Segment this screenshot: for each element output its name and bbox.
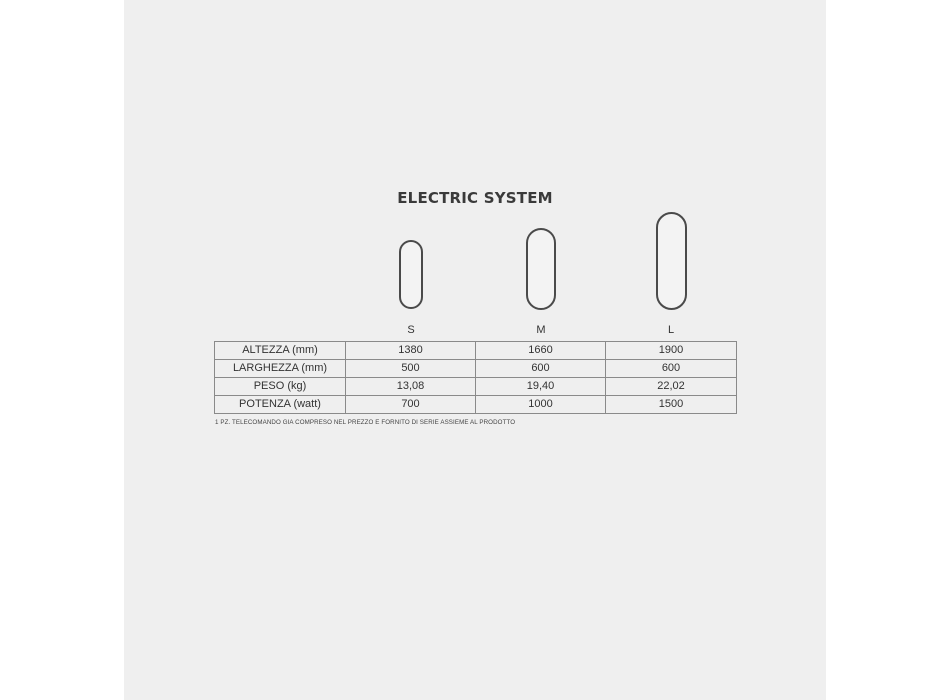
table-cell: 22,02 xyxy=(606,378,737,396)
table-cell: 19,40 xyxy=(476,378,606,396)
row-label: PESO (kg) xyxy=(215,378,346,396)
table-cell: 13,08 xyxy=(346,378,476,396)
table-cell: 600 xyxy=(606,360,737,378)
size-label-m: M xyxy=(536,324,546,336)
size-label-s: S xyxy=(407,324,415,336)
table-row xyxy=(215,396,737,414)
radiator-shape-s xyxy=(399,240,423,309)
radiator-shape-l xyxy=(656,212,687,310)
page-title: ELECTRIC SYSTEM xyxy=(397,189,553,207)
table-row xyxy=(215,360,737,378)
table-cell: 1500 xyxy=(606,396,737,414)
row-label: LARGHEZZA (mm) xyxy=(215,360,346,378)
table-cell: 1660 xyxy=(476,342,606,360)
size-label-l: L xyxy=(667,324,675,336)
table-cell: 1900 xyxy=(606,342,737,360)
row-label: ALTEZZA (mm) xyxy=(215,342,346,360)
table-row xyxy=(215,342,737,360)
table-cell: 600 xyxy=(476,360,606,378)
table-cell: 700 xyxy=(346,396,476,414)
table-row xyxy=(215,378,737,396)
row-label: POTENZA (watt) xyxy=(215,396,346,414)
spec-sheet xyxy=(124,0,826,700)
table-cell: 1380 xyxy=(346,342,476,360)
radiator-shape-m xyxy=(526,228,556,310)
table-cell: 1000 xyxy=(476,396,606,414)
specs-table xyxy=(214,341,737,414)
table-cell: 500 xyxy=(346,360,476,378)
footnote: 1 PZ. TELECOMANDO GIA COMPRESO NEL PREZZO E FORNITO DI SERIE ASSIEME AL PRODOTTO xyxy=(215,419,516,426)
